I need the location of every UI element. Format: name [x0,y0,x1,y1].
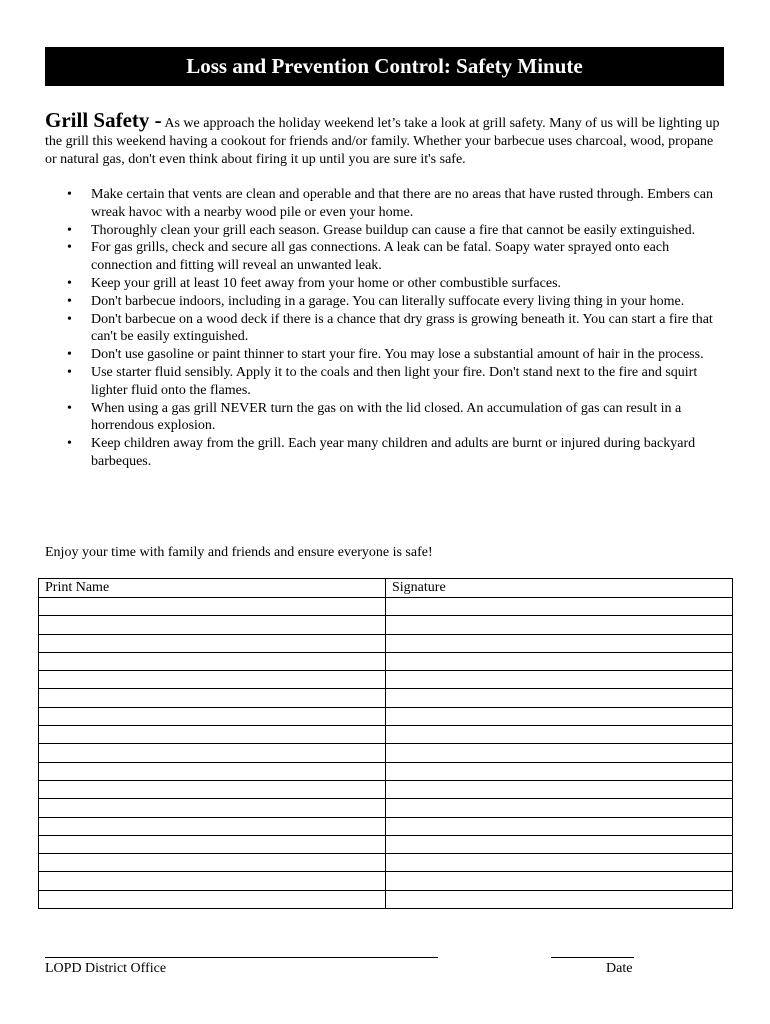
section-heading: Grill Safety - [45,108,162,132]
table-row [39,726,733,744]
table-row [39,890,733,908]
intro-paragraph [45,108,725,169]
safety-tip-item: • Keep your grill at least 10 feet away from your home or other combustible surfaces. [45,275,730,293]
column-header-print-name: Print Name [39,579,386,598]
signin-table [38,578,733,909]
table-row [39,616,733,634]
signature-cell[interactable] [386,872,733,890]
signin-table-body [39,598,733,909]
signature-cell[interactable] [386,854,733,872]
column-header-signature: Signature [386,579,733,598]
print-name-cell[interactable] [39,652,386,670]
safety-tip-item: • For gas grills, check and secure all gas connections. A leak can be fatal. Soapy water sprayed onto each connection and fitting will reveal an unwanted leak. [45,239,730,275]
signature-cell[interactable] [386,652,733,670]
table-row [39,835,733,853]
print-name-cell[interactable] [39,890,386,908]
table-row [39,634,733,652]
safety-tip-item: • When using a gas grill NEVER turn the gas on with the lid closed. An accumulation of gas can result in a horrendous explosion. [45,400,730,436]
print-name-cell[interactable] [39,762,386,780]
print-name-cell[interactable] [39,817,386,835]
table-row [39,872,733,890]
office-signature-label: LOPD District Office [45,961,167,976]
signature-cell[interactable] [386,689,733,707]
table-row [39,744,733,762]
signature-cell[interactable] [386,762,733,780]
table-row [39,652,733,670]
table-row [39,671,733,689]
signature-cell[interactable] [386,726,733,744]
signature-cell[interactable] [386,817,733,835]
print-name-cell[interactable] [39,872,386,890]
signature-cell[interactable] [386,799,733,817]
table-row [39,689,733,707]
print-name-cell[interactable] [39,689,386,707]
safety-tip-item: • Don't use gasoline or paint thinner to start your fire. You may lose a substantial amount of hair in the process. [45,346,730,364]
date-label: Date [606,961,633,976]
signature-cell[interactable] [386,835,733,853]
table-header-row [39,579,733,598]
table-row [39,780,733,798]
signature-cell[interactable] [386,744,733,762]
safety-tip-item: • Make certain that vents are clean and operable and that there are no areas that have rusted through. Embers can wreak havoc with a nearby wood pile or even your home. [45,186,730,222]
safety-tip-item: • Use starter fluid sensibly. Apply it to the coals and then light your fire. Don't stand next to the fire and squirt lighter fluid onto the flames. [45,364,730,400]
print-name-cell[interactable] [39,835,386,853]
signature-cell[interactable] [386,598,733,616]
table-row [39,799,733,817]
office-signature-line[interactable] [45,957,438,958]
print-name-cell[interactable] [39,671,386,689]
signature-cell[interactable] [386,780,733,798]
print-name-cell[interactable] [39,598,386,616]
safety-tip-item: • Thoroughly clean your grill each season. Grease buildup can cause a fire that cannot be easily extinguished. [45,222,730,240]
print-name-cell[interactable] [39,726,386,744]
print-name-cell[interactable] [39,707,386,725]
intro-text: As we approach the holiday weekend let’s take a look at grill safety. Many of us will be lighting up the grill this weekend having a cookout for friends and/or family. Whether your barbecue uses charcoal, wood, propane or natural gas, don't even think about firing it up until you are sure it's safe. [45,116,720,167]
page-title-banner [45,47,724,86]
safety-tip-item: • Don't barbecue indoors, including in a garage. You can literally suffocate every living thing in your home. [45,293,730,311]
safety-tip-item: • Don't barbecue on a wood deck if there is a chance that dry grass is growing beneath it. You can start a fire that can't be easily extinguished. [45,311,730,347]
table-row [39,762,733,780]
closing-text: Enjoy your time with family and friends and ensure everyone is safe! [45,545,433,560]
print-name-cell[interactable] [39,854,386,872]
signature-cell[interactable] [386,616,733,634]
signature-cell[interactable] [386,707,733,725]
table-row [39,817,733,835]
signature-cell[interactable] [386,634,733,652]
print-name-cell[interactable] [39,634,386,652]
table-row [39,598,733,616]
safety-tips-list [45,186,730,471]
print-name-cell[interactable] [39,780,386,798]
safety-tip-item: • Keep children away from the grill. Each year many children and adults are burnt or injured during backyard barbeques. [45,435,730,471]
table-row [39,854,733,872]
date-signature-line[interactable] [551,957,634,958]
signature-cell[interactable] [386,890,733,908]
print-name-cell[interactable] [39,744,386,762]
table-row [39,707,733,725]
page-title: Loss and Prevention Control: Safety Minute [186,54,583,78]
signature-cell[interactable] [386,671,733,689]
print-name-cell[interactable] [39,616,386,634]
print-name-cell[interactable] [39,799,386,817]
